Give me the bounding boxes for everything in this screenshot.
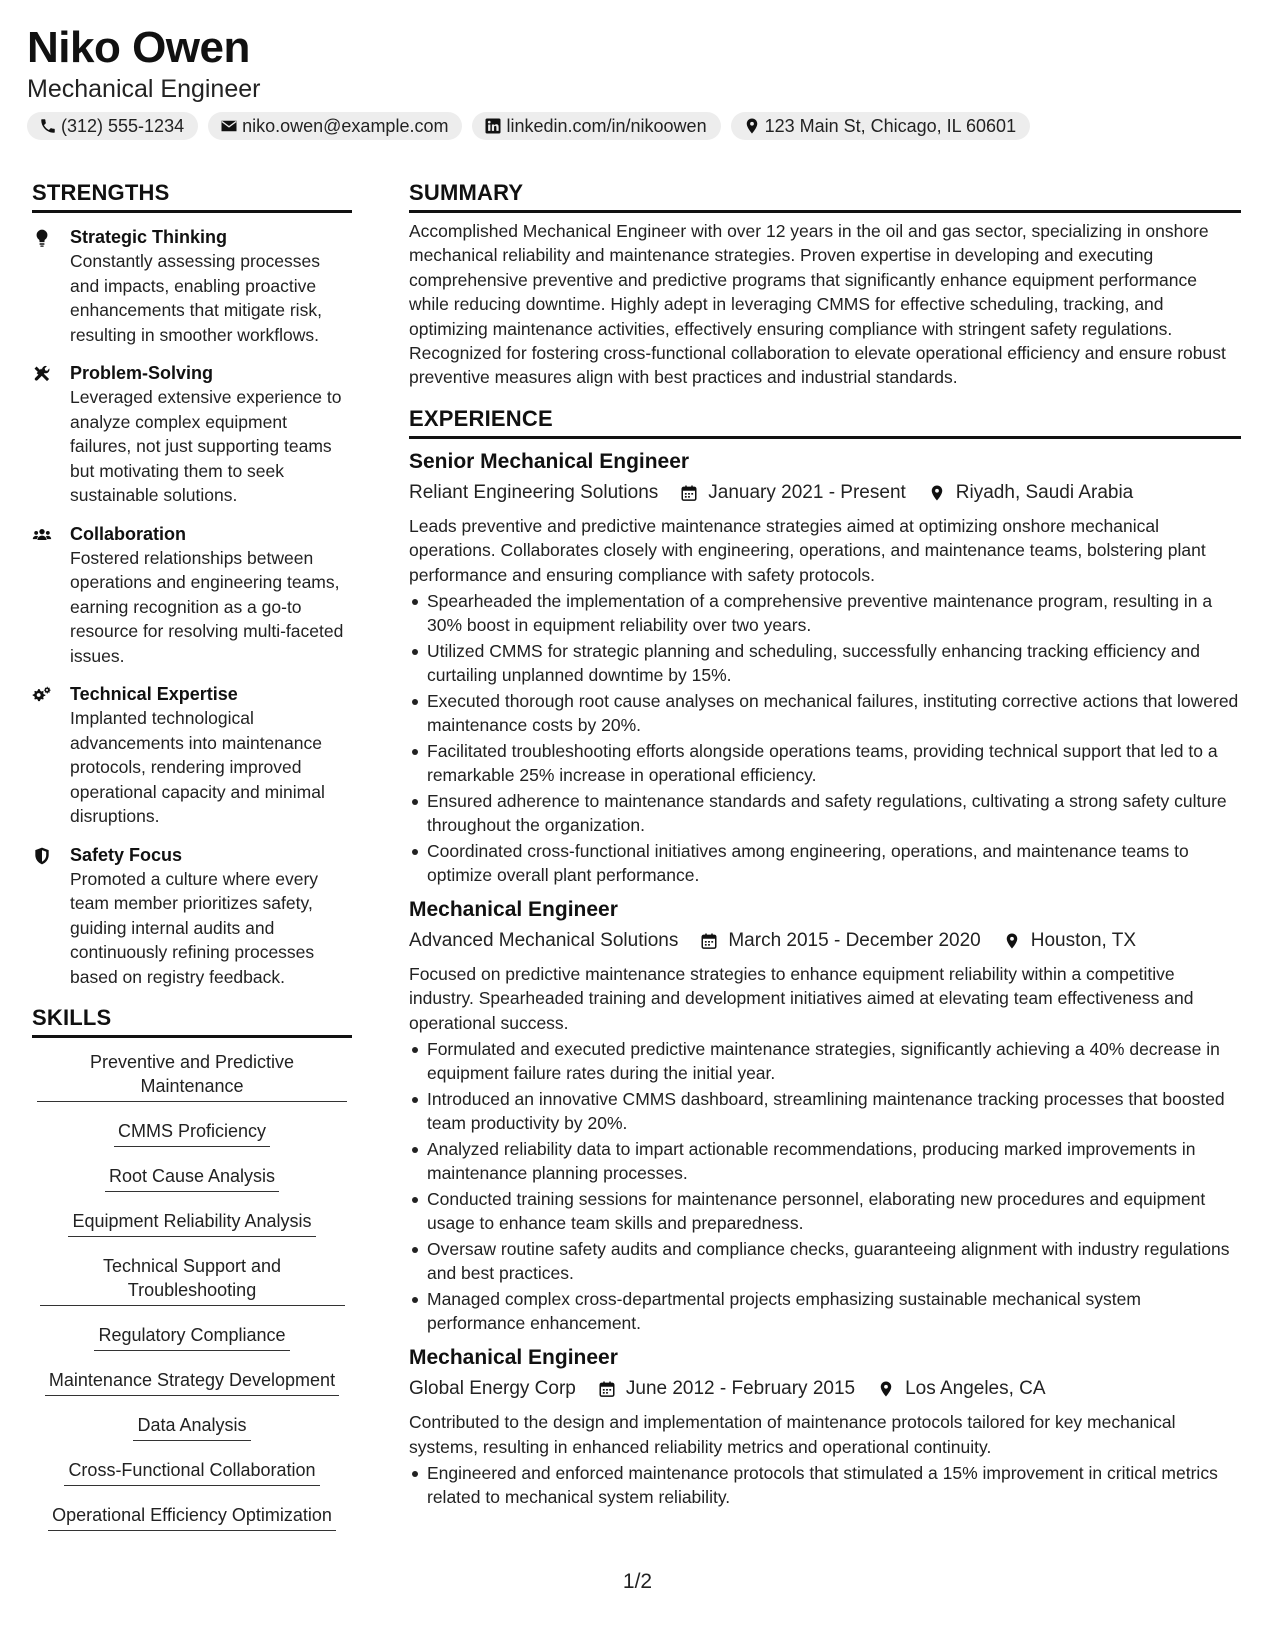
job-dates: June 2012 - February 2015 [625, 1378, 856, 1400]
page-indicator: 1/2 [622, 1570, 653, 1593]
candidate-name: Niko Owen [27, 23, 250, 72]
job-location: Houston, TX [1030, 930, 1137, 952]
strength-title: Collaboration [70, 523, 186, 544]
skill-item: Operational Efficiency Optimization [48, 1503, 336, 1531]
skill-item: Root Cause Analysis [105, 1164, 279, 1192]
job-bullets [409, 1461, 1241, 1509]
bullet-item: Facilitated troubleshooting efforts alongside operations teams, providing technical support that led to a remarkable 25% increase in operational efficiency. [409, 739, 1241, 787]
strength-text: Constantly assessing processes and impacts, enabling proactive enhancements that mitigate risk, resulting in smoother workflows. [70, 251, 322, 345]
job-company: Reliant Engineering Solutions [409, 481, 659, 503]
job-title: Senior Mechanical Engineer [409, 449, 690, 473]
linkedin-icon [484, 117, 502, 135]
job-title: Mechanical Engineer [409, 898, 618, 922]
job-location: Los Angeles, CA [905, 1378, 1046, 1400]
job-dates: March 2015 - December 2020 [728, 930, 981, 952]
skill-item: Equipment Reliability Analysis [68, 1209, 315, 1237]
strength-item [32, 361, 352, 508]
strength-title: Strategic Thinking [70, 227, 228, 247]
skill-item: Preventive and Predictive Maintenance [37, 1050, 347, 1102]
summary-heading: SUMMARY [409, 178, 1241, 213]
strengths-list [32, 225, 352, 989]
job-company: Advanced Mechanical Solutions [409, 930, 679, 952]
strength-text: Promoted a culture where every team member prioritizes safety, guiding internal audits and continuously refining processes based on registry feedback. [70, 868, 319, 987]
map-pin-icon [877, 1380, 895, 1398]
bullet-item: Analyzed reliability data to impart actionable recommendations, producing marked improvements in maintenance planning processes. [409, 1137, 1241, 1185]
strength-item [32, 522, 352, 669]
bullet-item: Utilized CMMS for strategic planning and scheduling, successfully enhancing tracking efficiency and curtailing unplanned downtime by 15%. [409, 639, 1241, 687]
job-bullets [409, 1037, 1241, 1335]
skill-item: Technical Support and Troubleshooting [40, 1254, 345, 1306]
strength-title: Safety Focus [70, 844, 183, 865]
map-pin-icon [1003, 932, 1021, 950]
contact-text: linkedin.com/in/nikoowen [506, 115, 707, 136]
strength-text: Fostered relationships between operations and engineering teams, earning recognition as a go-to resource for resolving multi-faceted issues. [70, 547, 344, 666]
job-dates: January 2021 - Present [708, 481, 906, 503]
lightbulb-icon [32, 228, 52, 248]
contact-phone[interactable] [27, 112, 198, 140]
job-meta [409, 1374, 1241, 1404]
job-description: Leads preventive and predictive maintenance strategies aimed at optimizing onshore mechanical operations. Collaborates closely with engineering, operations, and maintenance teams, bolstering plant performance and ensuring compliance with safety protocols. [409, 515, 1206, 585]
job-entry [409, 447, 1241, 887]
job-bullets [409, 589, 1241, 887]
tools-icon [32, 364, 52, 384]
job-title: Mechanical Engineer [409, 1346, 618, 1370]
contact-text: 123 Main St, Chicago, IL 60601 [764, 115, 1017, 136]
left-column [32, 178, 352, 1548]
contact-linkedin[interactable] [472, 112, 720, 140]
strength-item [32, 682, 352, 829]
summary-text: Accomplished Mechanical Engineer with over 12 years in the oil and gas sector, specializing in onshore mechanical reliability and maintenance strategies. Proven expertise in developing and executing comprehensive preventive and predictive programs that significantly enhance equipment performance while reducing downtime. Highly adept in leveraging CMMS for effective scheduling, tracking, and optimizing maintenance activities, effectively ensuring compliance with stringent safety regulations. Recognized for fostering cross-functional collaboration to elevate operational efficiency and ensure robust preventive measures align with best practices and industrial standards. [409, 221, 1226, 388]
contact-text: (312) 555-1234 [61, 115, 185, 136]
map-pin-icon [743, 117, 761, 135]
strength-item [32, 843, 352, 990]
shield-icon [32, 846, 52, 866]
bullet-item: Oversaw routine safety audits and compliance checks, guaranteeing alignment with industry regulations and best practices. [409, 1237, 1241, 1285]
job-meta [409, 926, 1241, 956]
phone-icon [39, 117, 57, 135]
calendar-icon [680, 484, 698, 502]
users-icon [32, 525, 52, 545]
map-pin-icon [928, 484, 946, 502]
calendar-icon [598, 1380, 616, 1398]
strength-item [32, 225, 352, 347]
contact-email[interactable] [208, 112, 462, 140]
skill-item: Maintenance Strategy Development [45, 1368, 339, 1396]
skills-heading: SKILLS [32, 1003, 352, 1038]
bullet-item: Ensured adherence to maintenance standards and safety regulations, cultivating a strong safety culture throughout the organization. [409, 789, 1241, 837]
job-description: Contributed to the design and implementation of maintenance protocols tailored for key mechanical systems, resulting in enhanced reliability metrics and operational continuity. [409, 1412, 1176, 1457]
skill-item: Data Analysis [133, 1413, 250, 1441]
bullet-item: Engineered and enforced maintenance protocols that stimulated a 15% improvement in critical metrics related to mechanical system reliability. [409, 1461, 1241, 1509]
skill-item: CMMS Proficiency [114, 1119, 270, 1147]
envelope-icon [220, 117, 238, 135]
job-company: Global Energy Corp [409, 1378, 576, 1400]
calendar-icon [700, 932, 718, 950]
strength-title: Technical Expertise [70, 684, 238, 704]
right-column [409, 178, 1241, 1511]
job-entry [409, 895, 1241, 1335]
bullet-item: Managed complex cross-departmental projects emphasizing sustainable mechanical system performance enhancement. [409, 1287, 1241, 1335]
bullet-item: Spearheaded the implementation of a comprehensive preventive maintenance program, resulting in a 30% boost in equipment reliability over two years. [409, 589, 1241, 637]
skills-list [32, 1050, 352, 1548]
strength-title: Problem-Solving [70, 363, 214, 383]
strengths-heading: STRENGTHS [32, 178, 352, 213]
strength-text: Implanted technological advancements into maintenance protocols, rendering improved operational capacity and minimal disruptions. [70, 708, 325, 826]
job-entry [409, 1343, 1241, 1509]
job-description: Focused on predictive maintenance strategies to enhance equipment reliability within a competitive industry. Spearheaded training and development initiatives aimed at elevating team effectiveness and operational success. [409, 964, 1194, 1033]
gears-icon [32, 685, 52, 705]
resume-header [27, 22, 1247, 140]
candidate-role: Mechanical Engineer [27, 75, 261, 103]
job-meta [409, 478, 1241, 508]
bullet-item: Formulated and executed predictive maintenance strategies, significantly achieving a 40% decrease in equipment failure rates during the initial year. [409, 1037, 1241, 1085]
job-location: Riyadh, Saudi Arabia [955, 481, 1134, 503]
contact-text: niko.owen@example.com [242, 115, 449, 136]
bullet-item: Introduced an innovative CMMS dashboard, streamlining maintenance tracking processes that boosted team productivity by 20%. [409, 1087, 1241, 1135]
bullet-item: Coordinated cross-functional initiatives among engineering, operations, and maintenance teams to optimize overall plant performance. [409, 839, 1241, 887]
skill-item: Regulatory Compliance [94, 1323, 289, 1351]
bullet-item: Executed thorough root cause analyses on mechanical failures, instituting corrective actions that lowered maintenance costs by 20%. [409, 689, 1241, 737]
strength-text: Leveraged extensive experience to analyze complex equipment failures, not just supporting teams but motivating them to seek sustainable solutions. [70, 387, 342, 505]
experience-heading: EXPERIENCE [409, 404, 1241, 439]
contact-address [731, 112, 1031, 140]
skill-item: Cross-Functional Collaboration [64, 1458, 319, 1486]
bullet-item: Conducted training sessions for maintenance personnel, elaborating new procedures and equipment usage to enhance team skills and preparedness. [409, 1187, 1241, 1235]
contact-bar [27, 112, 1247, 140]
